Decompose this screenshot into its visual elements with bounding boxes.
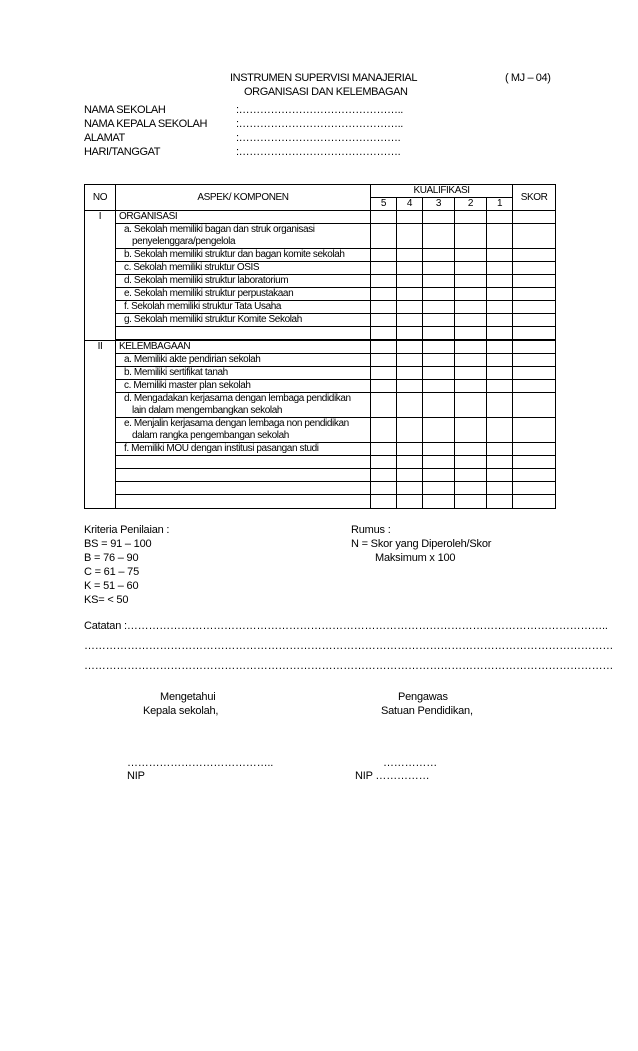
formula-line: Maksimum x 100 — [375, 552, 456, 564]
score-cell[interactable] — [487, 314, 513, 327]
score-cell[interactable] — [397, 288, 423, 301]
score-cell[interactable] — [487, 262, 513, 275]
score-cell[interactable] — [455, 393, 487, 418]
table-row — [85, 249, 556, 262]
table-row — [85, 418, 556, 443]
score-cell[interactable] — [423, 393, 455, 418]
score-cell[interactable] — [371, 380, 397, 393]
score-cell[interactable] — [423, 367, 455, 380]
identity-value: :………………………………………. — [236, 146, 401, 158]
score-cell[interactable] — [455, 224, 487, 249]
skor-cell[interactable] — [513, 314, 556, 327]
skor-cell[interactable] — [513, 262, 556, 275]
score-cell[interactable] — [423, 443, 455, 456]
formula-title: Rumus : — [351, 524, 391, 536]
table-row — [85, 380, 556, 393]
table-row — [85, 224, 556, 249]
skor-cell[interactable] — [513, 301, 556, 314]
skor-cell[interactable] — [513, 354, 556, 367]
signature-left-line2: Kepala sekolah, — [143, 705, 219, 717]
score-cell[interactable] — [487, 275, 513, 288]
score-cell[interactable] — [371, 224, 397, 249]
item-label: d. Sekolah memiliki struktur laboratorium — [116, 275, 371, 288]
signature-left-nip: NIP — [127, 770, 145, 782]
score-cell[interactable] — [397, 354, 423, 367]
notes-line1: Catatan :…………………………………………………………………………………………………………………….. — [84, 620, 608, 632]
score-cell[interactable] — [487, 380, 513, 393]
item-label: d. Mengadakan kerjasama dengan lembaga pendidikan lain dalam mengembangkan sekolah — [116, 393, 371, 418]
signature-right-nip: NIP …………… — [355, 770, 430, 782]
score-cell[interactable] — [487, 367, 513, 380]
skor-cell[interactable] — [513, 367, 556, 380]
notes-block — [84, 620, 614, 672]
identity-value: :……………………………………….. — [236, 118, 403, 130]
form-title-line1: INSTRUMEN SUPERVISI MANAJERIAL — [230, 72, 418, 84]
score-cell[interactable] — [397, 262, 423, 275]
identity-label: ALAMAT — [84, 132, 125, 144]
empty-row — [85, 327, 556, 340]
score-header: 1 — [487, 198, 513, 211]
criteria-line: BS = 91 – 100 — [84, 538, 152, 550]
item-label: a. Memiliki akte pendirian sekolah — [116, 354, 371, 367]
item-label: e. Sekolah memiliki struktur perpustakaan — [116, 288, 371, 301]
score-cell[interactable] — [397, 314, 423, 327]
score-cell[interactable] — [371, 443, 397, 456]
score-cell[interactable] — [371, 314, 397, 327]
table-row — [85, 262, 556, 275]
score-cell[interactable] — [487, 418, 513, 443]
score-header: 4 — [397, 198, 423, 211]
skor-cell[interactable] — [513, 393, 556, 418]
score-cell[interactable] — [487, 224, 513, 249]
assessment-table — [84, 184, 556, 509]
form-title-line2: ORGANISASI DAN KELEMBAGAN — [244, 86, 408, 98]
score-cell[interactable] — [455, 314, 487, 327]
table-row — [85, 301, 556, 314]
table-row — [85, 367, 556, 380]
item-label: g. Sekolah memiliki struktur Komite Sekolah — [116, 314, 371, 327]
score-cell[interactable] — [423, 262, 455, 275]
item-label: c. Memiliki master plan sekolah — [116, 380, 371, 393]
score-cell[interactable] — [423, 249, 455, 262]
notes-line3: ………………………………………………………………………………………………………………………………… — [84, 660, 614, 672]
score-cell[interactable] — [397, 380, 423, 393]
empty-row — [85, 482, 556, 495]
score-cell[interactable] — [371, 262, 397, 275]
criteria-line: C = 61 – 75 — [84, 566, 139, 578]
score-cell[interactable] — [423, 301, 455, 314]
identity-label: HARI/TANGGAT — [84, 146, 161, 158]
score-cell[interactable] — [455, 249, 487, 262]
section-title: KELEMBAGAAN — [116, 341, 371, 354]
identity-value: :……………………………………….. — [236, 104, 403, 116]
item-label: f. Sekolah memiliki struktur Tata Usaha — [116, 301, 371, 314]
score-cell[interactable] — [423, 380, 455, 393]
score-cell[interactable] — [397, 443, 423, 456]
formula-line: N = Skor yang Diperoleh/Skor — [351, 538, 492, 550]
table-row — [85, 443, 556, 456]
skor-cell[interactable] — [513, 443, 556, 456]
section-title: ORGANISASI — [116, 211, 371, 224]
score-cell[interactable] — [487, 354, 513, 367]
item-label: c. Sekolah memiliki struktur OSIS — [116, 262, 371, 275]
form-code: ( MJ – 04) — [505, 72, 551, 84]
identity-value: :………………………………………. — [236, 132, 401, 144]
score-cell[interactable] — [423, 275, 455, 288]
item-label: a. Sekolah memiliki bagan dan struk organisasi penyelenggara/pengelola — [116, 224, 371, 249]
score-header: 2 — [455, 198, 487, 211]
skor-cell[interactable] — [513, 224, 556, 249]
score-cell[interactable] — [455, 301, 487, 314]
score-cell[interactable] — [397, 418, 423, 443]
identity-label: NAMA SEKOLAH — [84, 104, 166, 116]
signature-right-line2: Satuan Pendidikan, — [381, 705, 473, 717]
empty-row — [85, 495, 556, 509]
score-cell[interactable] — [397, 301, 423, 314]
section-row — [85, 211, 556, 224]
score-cell[interactable] — [487, 288, 513, 301]
skor-cell[interactable] — [513, 418, 556, 443]
section-number: I — [85, 211, 116, 341]
score-cell[interactable] — [397, 224, 423, 249]
col-header-no: NO — [85, 185, 116, 211]
score-cell[interactable] — [371, 418, 397, 443]
skor-cell[interactable] — [513, 288, 556, 301]
score-cell[interactable] — [487, 249, 513, 262]
score-cell[interactable] — [371, 301, 397, 314]
col-header-kualifikasi: KUALIFIKASI — [371, 185, 513, 198]
score-cell[interactable] — [455, 354, 487, 367]
score-cell[interactable] — [423, 224, 455, 249]
score-header: 5 — [371, 198, 397, 211]
item-label: f. Memiliki MOU dengan institusi pasangan studi — [116, 443, 371, 456]
signature-left-line1: Mengetahui — [160, 691, 216, 703]
score-cell[interactable] — [455, 288, 487, 301]
score-cell[interactable] — [371, 354, 397, 367]
score-cell[interactable] — [397, 275, 423, 288]
criteria-line: K = 51 – 60 — [84, 580, 139, 592]
score-cell[interactable] — [371, 367, 397, 380]
col-header-skor: SKOR — [513, 185, 556, 211]
score-cell[interactable] — [397, 367, 423, 380]
section-row — [85, 341, 556, 354]
score-cell[interactable] — [455, 443, 487, 456]
score-cell[interactable] — [455, 380, 487, 393]
score-cell[interactable] — [487, 301, 513, 314]
criteria-title: Kriteria Penilaian : — [84, 524, 170, 536]
score-cell[interactable] — [371, 288, 397, 301]
col-header-aspek: ASPEK/ KOMPONEN — [116, 185, 371, 211]
table-row — [85, 288, 556, 301]
signature-right-dots: …………… — [383, 757, 438, 769]
score-cell[interactable] — [371, 393, 397, 418]
section-number: II — [85, 341, 116, 509]
criteria-line: KS= < 50 — [84, 594, 129, 606]
score-cell[interactable] — [455, 418, 487, 443]
table-row — [85, 354, 556, 367]
signature-right-line1: Pengawas — [398, 691, 448, 703]
notes-line2: ………………………………………………………………………………………………………………………………… — [84, 640, 614, 652]
score-cell[interactable] — [455, 367, 487, 380]
score-cell[interactable] — [423, 314, 455, 327]
empty-row — [85, 456, 556, 469]
table-row — [85, 393, 556, 418]
score-header: 3 — [423, 198, 455, 211]
score-cell[interactable] — [371, 249, 397, 262]
score-cell[interactable] — [397, 393, 423, 418]
score-cell[interactable] — [423, 354, 455, 367]
score-cell[interactable] — [455, 275, 487, 288]
skor-cell[interactable] — [513, 380, 556, 393]
identity-label: NAMA KEPALA SEKOLAH — [84, 118, 208, 130]
score-cell[interactable] — [371, 275, 397, 288]
empty-row — [85, 469, 556, 482]
score-cell[interactable] — [423, 288, 455, 301]
table-row — [85, 275, 556, 288]
signature-left-dots: ………………………………….. — [127, 757, 274, 769]
score-cell[interactable] — [455, 262, 487, 275]
item-label: b. Memiliki sertifikat tanah — [116, 367, 371, 380]
table-row — [85, 314, 556, 327]
skor-cell[interactable] — [513, 275, 556, 288]
item-label: e. Menjalin kerjasama dengan lembaga non pendidikan dalam rangka pengembangan sekolah — [116, 418, 371, 443]
criteria-line: B = 76 – 90 — [84, 552, 139, 564]
score-cell[interactable] — [487, 443, 513, 456]
score-cell[interactable] — [487, 393, 513, 418]
item-label: b. Sekolah memiliki struktur dan bagan komite sekolah — [116, 249, 371, 262]
score-cell[interactable] — [423, 418, 455, 443]
skor-cell[interactable] — [513, 249, 556, 262]
score-cell[interactable] — [397, 249, 423, 262]
